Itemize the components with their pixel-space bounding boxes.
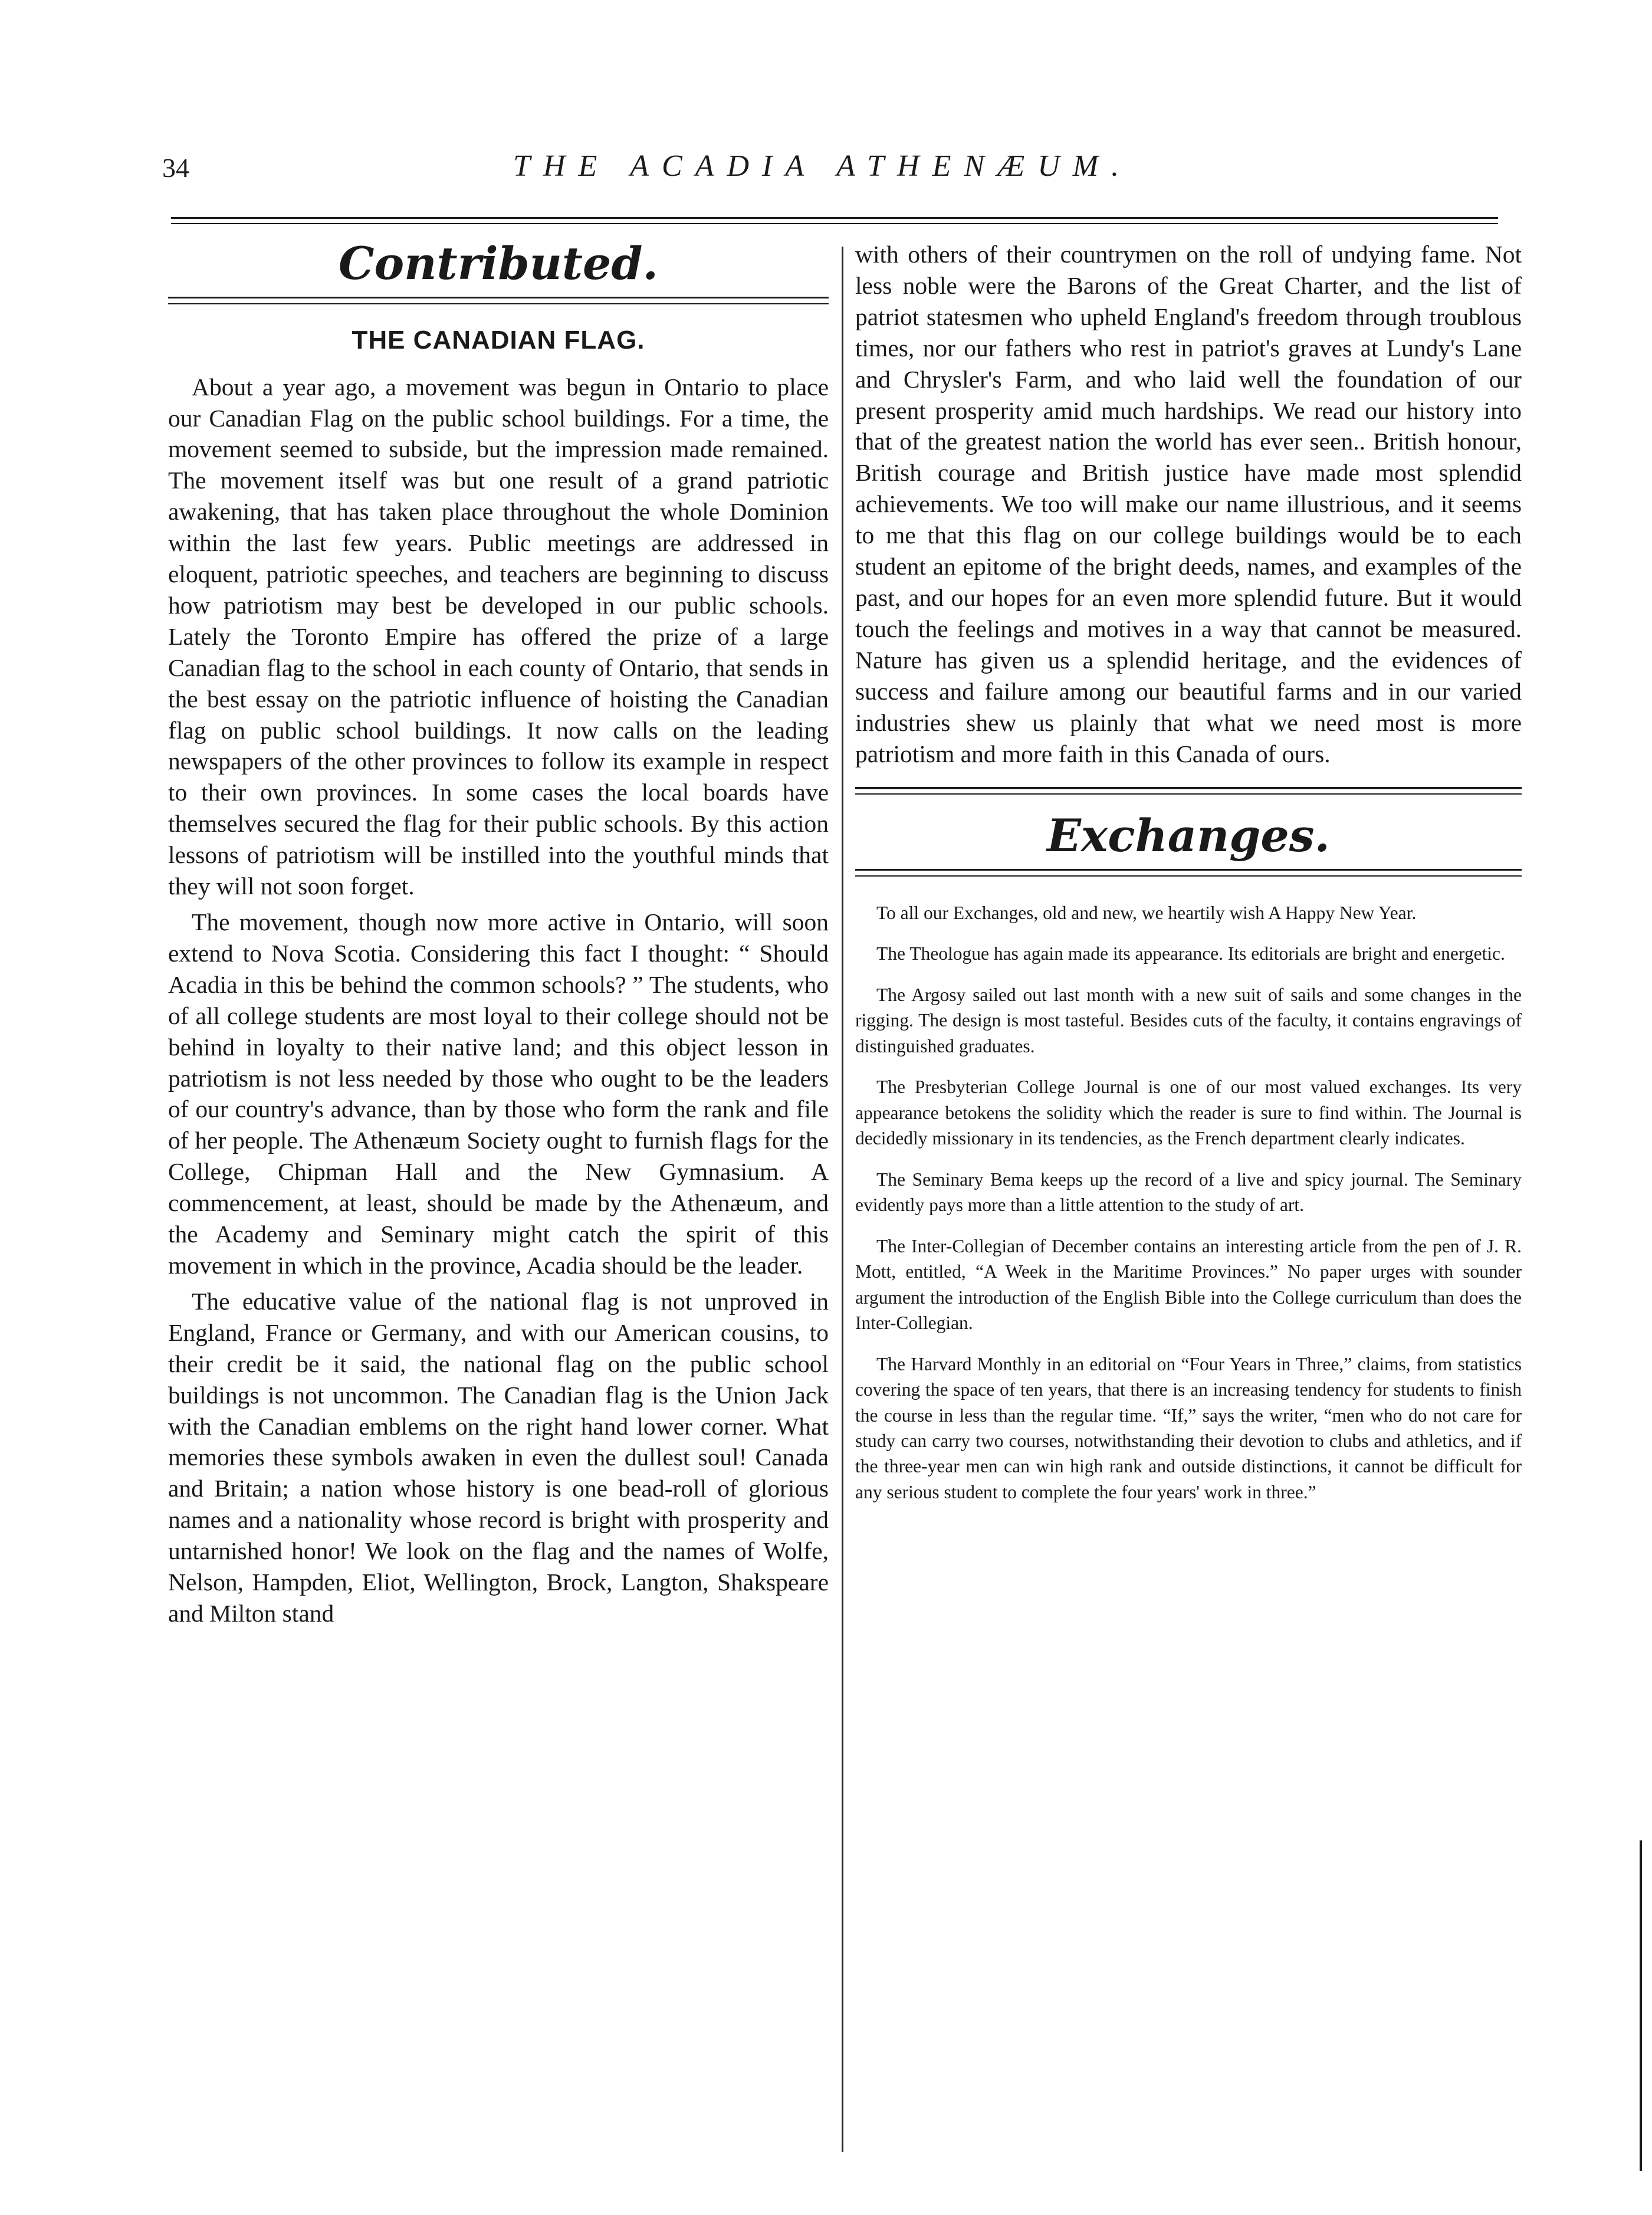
- exchange-item: The Presbyterian College Journal is one of our most valued exchanges. Its very appearance betokens the solidity which the reader is sure to find within. The Journal is decidedly missionary in its tendencies, as the French department clearly indicates.: [855, 1077, 1522, 1149]
- margin-mark: [1640, 1840, 1642, 2171]
- article-paragraph: The movement, though now more active in Ontario, will soon extend to Nova Scotia. Considering this fact I thought: “ Should Acadia in this be behind the common schools? ” The students, who of all college students are most loyal to their college should not be behind in loyalty to their native land; and this object lesson in patriotism is not less needed by those who ought to be the leaders of our country's advance, than by those who form the rank and file of her people. The Athenæum Society ought to furnish flags for the College, Chipman Hall and the New Gymnasium. A commencement, at least, should be made by the Athenæum, and the Academy and Seminary might catch the spirit of this movement in which in the province, Acadia should be the leader.: [168, 908, 829, 1279]
- exchange-item: The Seminary Bema keeps up the record of a live and spicy journal. The Seminary evidently pays more than a little attention to the study of art.: [855, 1169, 1522, 1216]
- exchanges-heading: Exchanges.: [1046, 809, 1330, 862]
- contributed-heading: Contributed.: [339, 237, 658, 290]
- exchanges-rule: [855, 869, 1522, 877]
- column-divider: [842, 247, 843, 2152]
- exchange-item: The Inter-Collegian of December contains an interesting article from the pen of J. R. Mott, entitled, “A Week in the Maritime Provinces.” No paper urges with sounder argument the introduction of the English Bible into the College curriculum than does the Inter-Collegian.: [855, 1235, 1522, 1334]
- exchanges-rule-top: [855, 787, 1522, 795]
- contributed-rule: [168, 297, 829, 304]
- article-continuation: with others of their countrymen on the roll of undying fame. Not less noble were the Barons of the Great Charter, and the list of patriot statesmen who upheld England's freedom through troublous times, nor our fathers who rest in patriot's graves at Lundy's Lane and Chrysler's Farm, and who laid well the foundation of our present prosperity amid much hardships. We read our history into that of the greatest nation the world has ever seen.. British honour, British courage and British justice have made most splendid achievements. We too will make our name illustrious, and it seems to me that this flag on our college buildings would be to each student an epitome of the bright deeds, names, and examples of the past, and our hopes for an even more splendid future. But it would touch the feelings and motives in a way that cannot be measured. Nature has given us a splendid heritage, and the evidences of success and failure among our beautiful farms and in our varied industries shew us plainly that what we need most is more patriotism and more faith in this Canada of ours.: [855, 241, 1522, 767]
- left-column: [168, 239, 829, 1634]
- exchange-item: The Argosy sailed out last month with a new suit of sails and some changes in the rigging. The design is most tasteful. Besides cuts of the faculty, it contains engravings of distinguished graduates.: [855, 984, 1522, 1056]
- header-rule-bottom: [171, 223, 1498, 224]
- right-column: [855, 239, 1522, 1520]
- exchange-item: To all our Exchanges, old and new, we heartily wish A Happy New Year.: [876, 903, 1417, 923]
- page-number: 34: [162, 153, 189, 183]
- header-rule-top: [171, 217, 1498, 219]
- article-title: THE CANADIAN FLAG.: [352, 325, 645, 355]
- running-title: THE ACADIA ATHENÆUM.: [513, 149, 1132, 183]
- exchange-item: The Theologue has again made its appearance. Its editorials are bright and energetic.: [876, 943, 1505, 964]
- article-paragraph: About a year ago, a movement was begun in Ontario to place our Canadian Flag on the public school buildings. For a time, the movement seemed to subside, but the impression made remained. The movement itself was but one result of a grand patriotic awakening, that has taken place throughout the whole Dominion within the last few years. Public meetings are addressed in eloquent, patriotic speeches, and teachers are beginning to discuss how patriotism may best be developed in our public schools. Lately the Toronto Empire has offered the prize of a large Canadian flag to the school in each county of Ontario, that sends in the best essay on the patriotic influence of hoisting the Canadian flag on public school buildings. It now calls on the leading newspapers of the other provinces to follow its example in respect to their own provinces. In some cases the local boards have themselves secured the flag for their public schools. By this action lessons of patriotism will be instilled into the youthful minds that they will not soon forget.: [168, 373, 829, 900]
- exchange-item: The Harvard Monthly in an editorial on “Four Years in Three,” claims, from statistics covering the space of ten years, that there is an increasing tendency for students to finish the course in less than the regular time. “If,” says the writer, “men who do not care for study can carry two courses, notwithstanding their devotion to clubs and athletics, and if the three-year men can win high rank and outside distinctions, it cannot be difficult for any serious student to complete the four years' work in three.”: [855, 1353, 1522, 1502]
- article-paragraph: The educative value of the national flag is not unproved in England, France or Germany, and with our American cousins, to their credit be it said, the national flag on the public school buildings is not uncommon. The Canadian flag is the Union Jack with the Canadian emblems on the right hand lower corner. What memories these symbols awaken in even the dullest soul! Canada and Britain; a nation whose history is one bead-roll of glorious names and a nationality whose record is bright with prosperity and untarnished honor! We look on the flag and the names of Wolfe, Nelson, Hampden, Eliot, Wellington, Brock, Langton, Shakspeare and Milton stand: [168, 1287, 829, 1627]
